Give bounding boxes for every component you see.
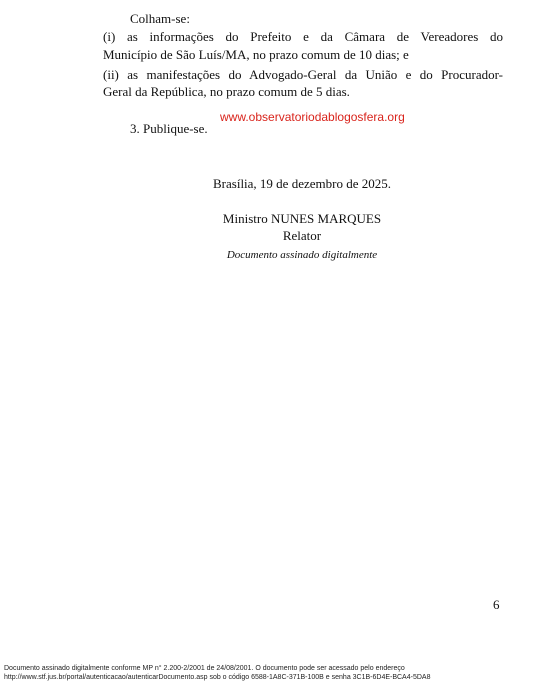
minister-role: Relator [282, 228, 322, 243]
collect-heading: Colham-se: [130, 11, 190, 26]
footer-line1: Documento assinado digitalmente conforme MP n° 2.200-2/2001 de 24/08/2001. O documento pode ser acessado pelo endereço [4, 665, 405, 672]
digital-signature-note: Documento assinado digitalmente [226, 249, 378, 261]
item-i-line1: (i) as informações do Prefeito e da Câmara de Vereadores do [103, 29, 503, 44]
footer-line2: http://www.stf.jus.br/portal/autenticacao/autenticarDocumento.asp sob o código 6588-1A8C-371B-100B e senha 3C1B-6D4E-BCA4-5DA8 [4, 674, 431, 681]
item-i-line2: Município de São Luís/MA, no prazo comum de 10 dias; e [103, 47, 409, 62]
publish-line: 3. Publique-se. [130, 121, 208, 136]
footer [4, 664, 430, 682]
minister-name: Ministro NUNES MARQUES [222, 211, 382, 226]
page-number: 6 [493, 597, 500, 612]
item-ii-line1: (ii) as manifestações do Advogado-Geral da União e do Procurador- [103, 67, 503, 82]
item-ii-line2: Geral da República, no prazo comum de 5 dias. [103, 84, 350, 99]
watermark-url: www.observatoriodablogosfera.org [220, 110, 405, 124]
place-date: Brasília, 19 de dezembro de 2025. [213, 176, 391, 191]
